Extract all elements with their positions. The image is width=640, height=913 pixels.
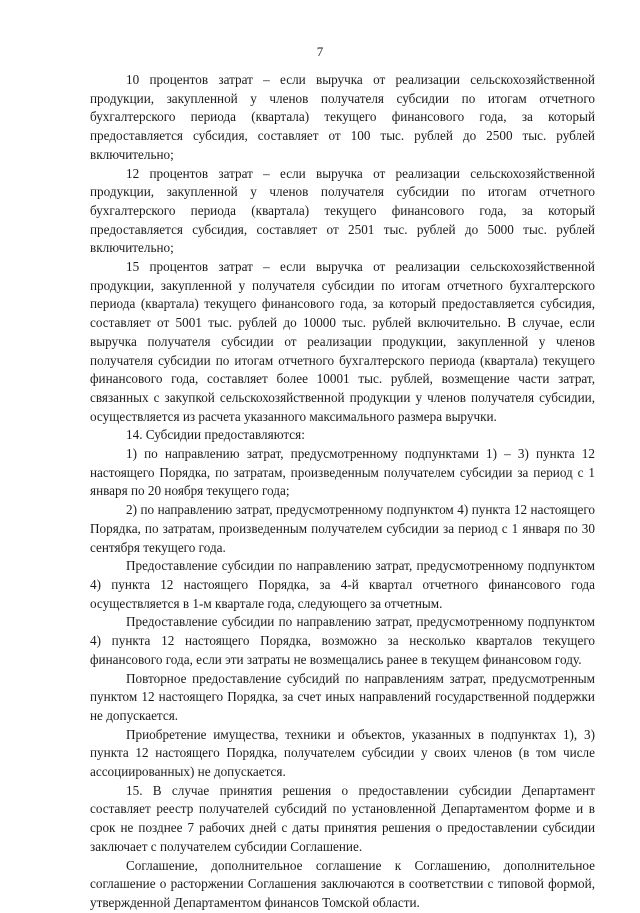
paragraph-multi-quarter: Предоставление субсидии по направлению затрат, предусмотренному подпунктом 4) пункта 12 настоящего Порядка, возможно за несколько кварталов текущего финансового года, если эти затраты не возмещались ранее в текущем финансовом году.	[90, 614, 595, 667]
paragraph-acquisition: Приобретение имущества, техники и объектов, указанных в подпунктах 1), 3) пункта 12 настоящего Порядка, получателем субсидии у своих членов (в том числе ассоциированных) не допускается.	[90, 726, 595, 780]
paragraph-item-15: 15. В случае принятия решения о предоставлении субсидии Департамент составляет реестр получателей субсидий по установленной Департаментом форме и в срок не позднее 7 рабочих дней с даты принятия решения о предоставлении субсидии заключает с получателем субсидии Соглашение.	[90, 782, 595, 854]
paragraph-agreement: Соглашение, дополнительное соглашение к Соглашению, дополнительное соглашение о расторжении Соглашения заключаются в соответствии с типовой формой, утвержденной Департаментом финансов Томской области.	[90, 857, 595, 910]
paragraph-item-14-2: 2) по направлению затрат, предусмотренному подпунктом 4) пункта 12 настоящего Порядка, по затратам, произведенным получателем субсидии за период с 1 января по 30 сентября текущего года.	[90, 502, 595, 555]
paragraph-item-14-1: 1) по направлению затрат, предусмотренному подпунктами 1) – 3) пункта 12 настоящего Порядка, по затратам, произведенным получателем субсидии за период с 1 января по 20 ноября текущего года;	[90, 446, 595, 499]
paragraph-item-14: 14. Субсидии предоставляются:	[126, 427, 305, 443]
paragraph-q4-provision: Предоставление субсидии по направлению затрат, предусмотренному подпунктом 4) пункта 12 настоящего Порядка, за 4-й квартал отчетного финансового года осуществляется в 1-м квартале года, следующего за отчетным.	[90, 558, 595, 611]
paragraph-12-percent: 12 процентов затрат – если выручка от реализации сельскохозяйственной продукции, закупленной у членов получателя субсидии по итогам отчетного бухгалтерского периода (квартала) текущего финансового года, за который предоставляется субсидия, составляет от 2501 тыс. рублей до 5000 тыс. рублей включительно;	[90, 165, 595, 256]
page-number: 7	[316, 44, 324, 59]
paragraph-15-percent: 15 процентов затрат – если выручка от реализации сельскохозяйственной продукции, закупленной у получателя субсидии по итогам отчетного бухгалтерского периода (квартала) текущего финансового года, за который предоставляется субсидия, составляет от 5001 тыс. рублей до 10000 тыс. рублей включительно. В случае, если выручка получателя субсидии от реализации продукции, закупленной у членов получателя субсидии по итогам отчетного бухгалтерского периода (квартала) текущего финансового года, составляет более 10001 тыс. рублей, возмещение части затрат, связанных с закупкой сельскохозяйственной продукции у членов получателя субсидии, осуществляется из расчета указанного максимального размера выручки.	[90, 259, 595, 424]
document-body	[90, 71, 595, 913]
paragraph-repeat-provision: Повторное предоставление субсидий по направлениям затрат, предусмотренным пунктом 12 настоящего Порядка, за счет иных направлений государственной поддержки не допускается.	[90, 670, 595, 723]
paragraph-10-percent: 10 процентов затрат – если выручка от реализации сельскохозяйственной продукции, закупленной у членов получателя субсидии по итогам отчетного бухгалтерского периода (квартала) текущего финансового года, за который предоставляется субсидия, составляет от 100 тыс. рублей до 2500 тыс. рублей включительно;	[90, 72, 595, 162]
